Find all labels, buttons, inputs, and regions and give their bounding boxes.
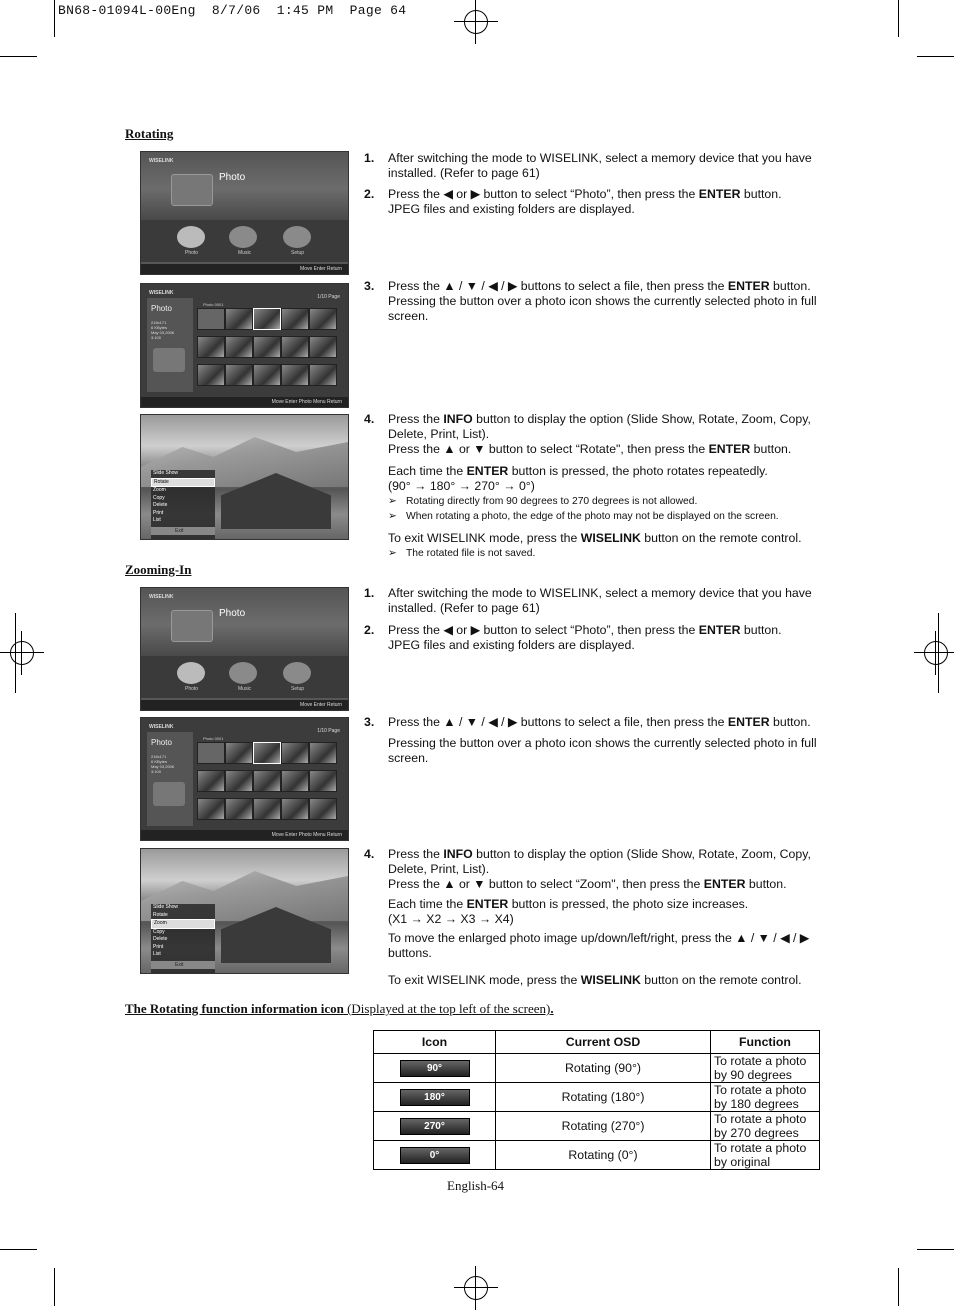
thumbnail [253, 770, 281, 792]
rotate-180-icon: 180° [400, 1089, 470, 1106]
thumbnail-selected [253, 742, 281, 764]
note-arrow-icon: ➢ [388, 548, 397, 559]
folder-icon [197, 308, 225, 330]
setup-icon [283, 662, 311, 684]
table-cell [374, 1054, 496, 1083]
step-text: To move the enlarged photo image up/down/left/right, press the ▲ / ▼ / ◀ / ▶ buttons. [388, 931, 810, 960]
setup-icon [283, 226, 311, 248]
table-header-row [374, 1031, 820, 1054]
step-text: Press the ▲ / ▼ / ◀ / ▶ buttons to select a file, then press the ENTER button. [388, 715, 811, 729]
rotate-0-icon: 0° [400, 1147, 470, 1164]
note: ➢ When rotating a photo, the edge of the photo may not be displayed on the screen. [388, 511, 779, 522]
thumbnail [281, 798, 309, 820]
option-item: Copy [153, 928, 165, 935]
table-row [374, 1054, 820, 1083]
step-text: Press the ▲ or ▼ button to select “Rotate", then press the ENTER button. [388, 442, 792, 456]
icon-label: Setup [291, 686, 305, 692]
step-number: 4. [364, 847, 375, 861]
step-text: Each time the ENTER button is pressed, the photo size increases. [388, 897, 749, 911]
option-item: Delete [153, 936, 168, 942]
thumbnail [225, 770, 253, 792]
section-title-zooming: Zooming-In [125, 562, 192, 577]
section-title-rotating: Rotating [125, 126, 174, 141]
page-indicator: 1/10 Page [317, 728, 340, 734]
table-header: Icon [374, 1031, 496, 1054]
crop-mark [898, 1268, 899, 1306]
icon-label: Setup [291, 250, 305, 256]
thumbnail [197, 364, 225, 386]
table-cell: To rotate a photo by 90 degrees [711, 1054, 820, 1083]
step-text: Press the INFO button to display the option (Slide Show, Rotate, Zoom, Copy, Delete, Print, List). [388, 412, 811, 441]
thumbnail [253, 336, 281, 358]
table-cell [374, 1141, 496, 1170]
option-item: List [153, 951, 161, 957]
screenshot-wiselink-menu [140, 151, 349, 275]
thumbnail [197, 336, 225, 358]
thumbnail [281, 364, 309, 386]
thumbnail [309, 742, 337, 764]
option-item: Print [153, 509, 164, 516]
option-item-selected: Rotate [151, 478, 215, 488]
print-slug: BN68-01094L-00Eng 8/7/06 1:45 PM Page 64 [58, 3, 407, 18]
step-number: 3. [364, 715, 375, 729]
panel-title: Photo [151, 738, 172, 747]
crop-mark [917, 1249, 954, 1250]
option-item-selected: Zoom [151, 919, 215, 929]
screenshot-photo-browser [140, 717, 349, 841]
step-text: (X1 → X2 → X3 → X4) [388, 912, 514, 926]
thumbnail [225, 798, 253, 820]
rotate-270-icon: 270° [400, 1118, 470, 1135]
thumbnail [281, 336, 309, 358]
table-cell: To rotate a photo by 180 degrees [711, 1083, 820, 1112]
page-number: English-64 [447, 1178, 505, 1193]
thumbnail [225, 336, 253, 358]
music-icon [229, 226, 257, 248]
icon-label: Photo [185, 250, 199, 256]
file-info: 216x171 6 KBytes May 03,2006 3:100 [151, 754, 175, 774]
zooming-step-2 [364, 623, 834, 653]
thumbnail [309, 364, 337, 386]
camera-icon [153, 782, 185, 806]
music-icon [229, 662, 257, 684]
crop-mark [54, 1268, 55, 1306]
step-text: (90° → 180° → 270° → 0°) [388, 479, 535, 493]
note-arrow-icon: ➢ [388, 496, 397, 507]
registration-mark-icon [0, 631, 44, 675]
thumbnail [225, 308, 253, 330]
thumbnail [225, 742, 253, 764]
option-item: Zoom [153, 487, 166, 493]
icon-label: Music [238, 686, 252, 692]
table-cell: To rotate a photo by original [711, 1141, 820, 1170]
option-exit: Exit [151, 961, 215, 969]
info-panel [147, 298, 193, 392]
option-item: Print [153, 943, 164, 950]
rotating-step-3 [364, 279, 834, 324]
step-number: 2. [364, 623, 375, 637]
menu-title: Photo [219, 608, 246, 619]
crop-mark [54, 0, 55, 37]
note: ➢ The rotated file is not saved. [388, 548, 536, 559]
screenshot-photo-rotate-menu [140, 414, 349, 540]
thumbnail [253, 364, 281, 386]
step-text: After switching the mode to WISELINK, select a memory device that you have installed. (Refer to page 61) [388, 586, 812, 615]
info-icon-heading: The Rotating function information icon (Displayed at the top left of the screen). [125, 1001, 554, 1016]
file-info: 216x171 6 KBytes May 03,2006 3:100 [151, 320, 175, 340]
thumbnail [197, 770, 225, 792]
menu-icon-row [141, 220, 348, 262]
table-cell: Rotating (90°) [496, 1054, 711, 1083]
step-text: To exit WISELINK mode, press the WISELINK button on the remote control. [388, 531, 802, 545]
thumbnail [309, 798, 337, 820]
photo-icon [177, 662, 205, 684]
menu-title: Photo [219, 172, 246, 183]
option-item: Slide Show [153, 904, 179, 910]
step-text: To exit WISELINK mode, press the WISELINK button on the remote control. [388, 973, 802, 987]
note: ➢ Rotating directly from 90 degrees to 270 degrees is not allowed. [388, 496, 698, 507]
zooming-step-4 [364, 847, 834, 988]
zooming-step-1 [364, 586, 834, 616]
panel-title: Photo [151, 304, 172, 313]
step-text: Pressing the button over a photo icon shows the currently selected photo in full screen. [388, 736, 817, 765]
table-cell: Rotating (270°) [496, 1112, 711, 1141]
thumbnail [253, 798, 281, 820]
camera-icon [171, 610, 213, 642]
table-cell: To rotate a photo by 270 degrees [711, 1112, 820, 1141]
step-number: 1. [364, 586, 375, 600]
option-item: List [153, 517, 161, 523]
step-text: Press the ◀ or ▶ button to select “Photo”, then press the ENTER button. [388, 187, 782, 201]
option-item: Slide Show [153, 470, 179, 476]
camera-icon [153, 348, 185, 372]
registration-mark-icon [454, 1266, 498, 1310]
thumbnail [197, 798, 225, 820]
table-row [374, 1083, 820, 1112]
crop-mark [0, 56, 37, 57]
step-text: Press the ▲ / ▼ / ◀ / ▶ buttons to select a file, then press the ENTER button. [388, 279, 811, 293]
rotating-step-2 [364, 187, 834, 217]
menu-bottom-bar: Move Enter Return [141, 264, 348, 274]
rotating-step-4 [364, 412, 834, 561]
crop-mark [898, 0, 899, 37]
table-header: Current OSD [496, 1031, 711, 1054]
table-row [374, 1112, 820, 1141]
thumbnail [281, 770, 309, 792]
menu-bottom-bar: Move Enter Return [141, 700, 348, 710]
table-header: Function [711, 1031, 820, 1054]
thumbnail [309, 308, 337, 330]
brand-logo: WISELINK [149, 724, 174, 730]
rotate-90-icon: 90° [400, 1060, 470, 1077]
registration-mark-icon [914, 631, 954, 675]
icon-label: Music [238, 250, 252, 256]
table-cell: Rotating (180°) [496, 1083, 711, 1112]
rotation-icon-table [373, 1030, 820, 1170]
step-text: Each time the ENTER button is pressed, the photo rotates repeatedly. [388, 464, 768, 478]
thumbnail [309, 336, 337, 358]
browser-bottom-bar: Move Enter Photo Menu Return [141, 397, 348, 407]
rotating-step-1 [364, 151, 834, 181]
screenshot-photo-zoom-menu [140, 848, 349, 974]
brand-logo: WISELINK [149, 594, 174, 600]
thumbnail-selected [253, 308, 281, 330]
step-text: JPEG files and existing folders are displayed. [388, 202, 635, 216]
menu-icon-row [141, 656, 348, 698]
folder-name: Photo 0001 [203, 302, 224, 307]
step-number: 2. [364, 187, 375, 201]
page-indicator: 1/10 Page [317, 294, 340, 300]
table-row [374, 1141, 820, 1170]
thumbnail [309, 770, 337, 792]
step-text: Press the ◀ or ▶ button to select “Photo”, then press the ENTER button. [388, 623, 782, 637]
brand-logo: WISELINK [149, 290, 174, 296]
table-cell: Rotating (0°) [496, 1141, 711, 1170]
folder-icon [197, 742, 225, 764]
step-number: 3. [364, 279, 375, 293]
note-arrow-icon: ➢ [388, 511, 397, 522]
thumbnail [225, 364, 253, 386]
screenshot-photo-browser [140, 283, 349, 408]
step-text: After switching the mode to WISELINK, select a memory device that you have installed. (Refer to page 61) [388, 151, 812, 180]
table-cell [374, 1112, 496, 1141]
thumbnail [281, 308, 309, 330]
step-text: Press the INFO button to display the option (Slide Show, Rotate, Zoom, Copy, Delete, Print, List). [388, 847, 811, 876]
screenshot-wiselink-menu [140, 587, 349, 711]
option-exit: Exit [151, 527, 215, 535]
folder-name: Photo 0001 [203, 736, 224, 741]
browser-bottom-bar: Move Enter Photo Menu Return [141, 830, 348, 840]
crop-mark [0, 1249, 37, 1250]
step-number: 1. [364, 151, 375, 165]
step-text: JPEG files and existing folders are displayed. [388, 638, 635, 652]
step-text: Press the ▲ or ▼ button to select “Zoom", then press the ENTER button. [388, 877, 787, 891]
info-panel [147, 732, 193, 826]
option-item: Rotate [153, 911, 168, 918]
thumbnail [281, 742, 309, 764]
icon-label: Photo [185, 686, 199, 692]
option-item: Delete [153, 502, 168, 508]
photo-icon [177, 226, 205, 248]
zooming-step-3 [364, 715, 834, 766]
brand-logo: WISELINK [149, 158, 174, 164]
registration-mark-icon [454, 0, 498, 44]
step-text: Pressing the button over a photo icon shows the currently selected photo in full screen. [388, 294, 817, 323]
crop-mark [917, 56, 954, 57]
option-item: Copy [153, 494, 165, 501]
table-cell [374, 1083, 496, 1112]
camera-icon [171, 174, 213, 206]
step-number: 4. [364, 412, 375, 426]
